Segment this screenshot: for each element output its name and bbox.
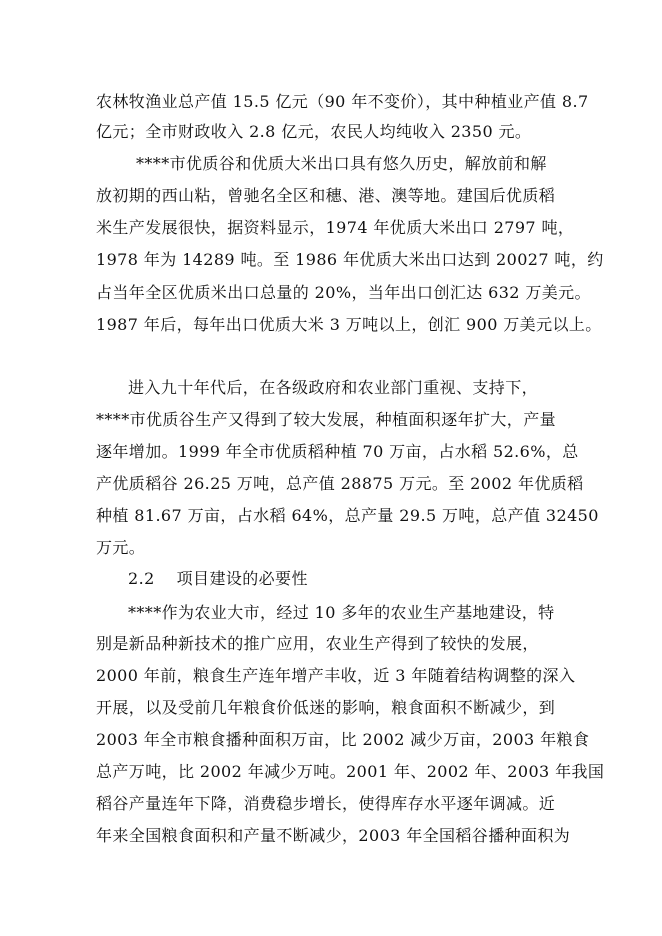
text-line: 总产万吨，比 2002 年减少万吨。2001 年、2002 年、2003 年我国 xyxy=(96,762,605,781)
text-line: 放初期的西山粘，曾驰名全区和穗、港、澳等地。建国后优质稻 xyxy=(96,186,556,205)
text-line: ****作为农业大市，经过 10 多年的农业生产基地建设，特 xyxy=(128,603,555,622)
text-line: 稻谷产量连年下降，消费稳步增长，使得库存水平逐年调减。近 xyxy=(96,794,556,813)
section-number: 2.2 xyxy=(128,569,155,588)
text-line: 2000 年前，粮食生产连年增产丰收，近 3 年随着结构调整的深入 xyxy=(96,666,576,685)
text-line: 种植 81.67 万亩，占水稻 64%，总产量 29.5 万吨，总产值 32450 xyxy=(96,506,599,525)
text-line: 米生产发展很快，据资料显示，1974 年优质大米出口 2797 吨， xyxy=(96,218,575,237)
text-line: ****市优质谷生产又得到了较大发展，种植面积逐年扩大，产量 xyxy=(96,410,557,429)
text-line: 农林牧渔业总产值 15.5 亿元（90 年不变价），其中种植业产值 8.7 xyxy=(96,92,589,111)
text-line: 占当年全区优质米出口总量的 20%，当年出口创汇达 632 万美元。 xyxy=(96,283,591,302)
text-line: 1978 年为 14289 吨。至 1986 年优质大米出口达到 20027 吨，约 xyxy=(96,250,604,269)
text-line: 万元。 xyxy=(96,538,146,557)
text-line: 逐年增加。1999 年全市优质稻种植 70 万亩，占水稻 52.6%，总 xyxy=(96,442,579,461)
text-line: 产优质稻谷 26.25 万吨，总产值 28875 万元。至 2002 年优质稻 xyxy=(96,474,584,493)
section-title: 项目建设的必要性 xyxy=(176,569,308,588)
text-line: 1987 年后，每年出口优质大米 3 万吨以上，创汇 900 万美元以上。 xyxy=(96,315,602,334)
text-line: 别是新品种新技术的推广应用，农业生产得到了较快的发展， xyxy=(96,634,539,653)
text-line: 亿元；全市财政收入 2.8 亿元，农民人均纯收入 2350 元。 xyxy=(96,122,532,141)
text-line: 年来全国粮食面积和产量不断减少，2003 年全国稻谷播种面积为 xyxy=(96,826,571,845)
text-line: 2003 年全市粮食播种面积万亩，比 2002 减少万亩，2003 年粮食 xyxy=(96,730,590,749)
section-heading xyxy=(128,569,308,589)
text-line: 进入九十年代后，在各级政府和农业部门重视、支持下， xyxy=(128,378,539,397)
text-line: 开展，以及受前几年粮食价低迷的影响，粮食面积不断减少，到 xyxy=(96,698,556,717)
text-line: ****市优质谷和优质大米出口具有悠久历史，解放前和解 xyxy=(136,154,547,173)
